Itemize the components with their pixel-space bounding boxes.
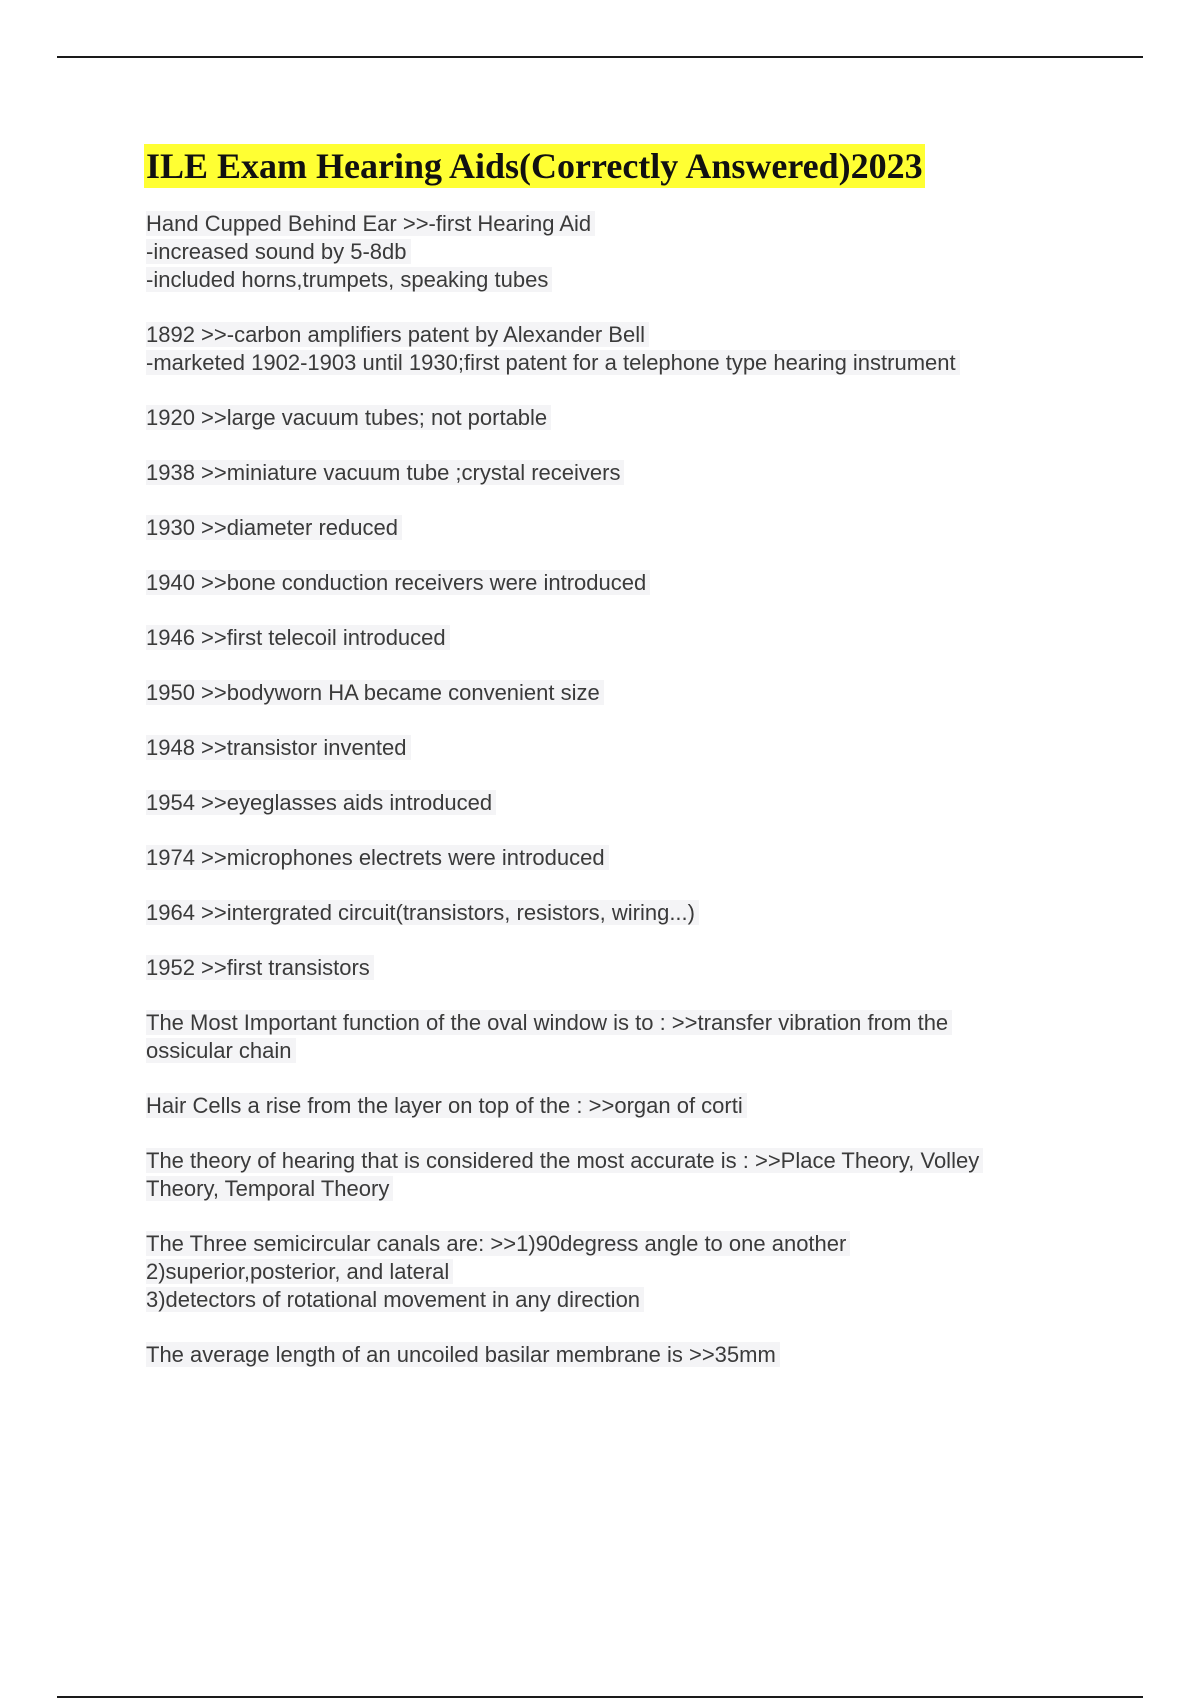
entry-text: ossicular chain bbox=[146, 1038, 296, 1063]
entry-line bbox=[146, 1258, 1106, 1286]
entry-text: 1892 >>-carbon amplifiers patent by Alexander Bell bbox=[146, 322, 649, 347]
entry-line bbox=[146, 899, 1106, 927]
qa-entry bbox=[146, 514, 1106, 542]
top-rule bbox=[57, 56, 1143, 58]
entry-line bbox=[146, 238, 1106, 266]
entry-text: The average length of an uncoiled basilar membrane is >>35mm bbox=[146, 1342, 780, 1367]
entry-text: Theory, Temporal Theory bbox=[146, 1176, 393, 1201]
entry-line bbox=[146, 1092, 1106, 1120]
qa-entry bbox=[146, 1147, 1106, 1203]
entry-line bbox=[146, 1147, 1106, 1175]
entry-text: -included horns,trumpets, speaking tubes bbox=[146, 267, 552, 292]
entry-text: 1948 >>transistor invented bbox=[146, 735, 411, 760]
entry-line bbox=[146, 404, 1106, 432]
entry-line bbox=[146, 789, 1106, 817]
entry-line bbox=[146, 679, 1106, 707]
entry-text: 3)detectors of rotational movement in any direction bbox=[146, 1287, 644, 1312]
qa-entry bbox=[146, 844, 1106, 872]
entry-text: 1950 >>bodyworn HA became convenient size bbox=[146, 680, 604, 705]
entry-line bbox=[146, 624, 1106, 652]
entry-line bbox=[146, 514, 1106, 542]
entry-line bbox=[146, 210, 1106, 238]
entry-text: 1952 >>first transistors bbox=[146, 955, 374, 980]
qa-entry bbox=[146, 899, 1106, 927]
qa-entry bbox=[146, 321, 1106, 377]
qa-entry bbox=[146, 1341, 1106, 1369]
entry-text: The theory of hearing that is considered the most accurate is : >>Place Theory, Volley bbox=[146, 1148, 983, 1173]
qa-entry bbox=[146, 679, 1106, 707]
entry-line bbox=[146, 1341, 1106, 1369]
entry-text: 1946 >>first telecoil introduced bbox=[146, 625, 450, 650]
entry-line bbox=[146, 459, 1106, 487]
entry-text: 1940 >>bone conduction receivers were introduced bbox=[146, 570, 650, 595]
qa-entry bbox=[146, 210, 1106, 294]
entry-list bbox=[146, 210, 1106, 1369]
qa-entry bbox=[146, 569, 1106, 597]
qa-entry bbox=[146, 734, 1106, 762]
entry-text: 1954 >>eyeglasses aids introduced bbox=[146, 790, 496, 815]
entry-text: 1964 >>intergrated circuit(transistors, resistors, wiring...) bbox=[146, 900, 699, 925]
entry-line bbox=[146, 734, 1106, 762]
qa-entry bbox=[146, 954, 1106, 982]
qa-entry bbox=[146, 789, 1106, 817]
entry-line bbox=[146, 321, 1106, 349]
entry-line bbox=[146, 1037, 1106, 1065]
entry-line bbox=[146, 954, 1106, 982]
qa-entry bbox=[146, 1009, 1106, 1065]
entry-text: -increased sound by 5-8db bbox=[146, 239, 411, 264]
entry-text: 1920 >>large vacuum tubes; not portable bbox=[146, 405, 551, 430]
entry-line bbox=[146, 266, 1106, 294]
entry-text: 1938 >>miniature vacuum tube ;crystal receivers bbox=[146, 460, 624, 485]
entry-line bbox=[146, 1230, 1106, 1258]
entry-line bbox=[146, 569, 1106, 597]
qa-entry bbox=[146, 1092, 1106, 1120]
entry-line bbox=[146, 349, 1106, 377]
entry-line bbox=[146, 844, 1106, 872]
entry-text: 1974 >>microphones electrets were introduced bbox=[146, 845, 609, 870]
entry-text: Hand Cupped Behind Ear >>-first Hearing Aid bbox=[146, 211, 595, 236]
entry-text: Hair Cells a rise from the layer on top of the : >>organ of corti bbox=[146, 1093, 747, 1118]
qa-entry bbox=[146, 404, 1106, 432]
bottom-rule bbox=[57, 1696, 1143, 1698]
entry-line bbox=[146, 1175, 1106, 1203]
entry-text: -marketed 1902-1903 until 1930;first patent for a telephone type hearing instrument bbox=[146, 350, 960, 375]
entry-text: The Most Important function of the oval window is to : >>transfer vibration from the bbox=[146, 1010, 952, 1035]
entry-text: 1930 >>diameter reduced bbox=[146, 515, 402, 540]
qa-entry bbox=[146, 1230, 1106, 1314]
entry-text: The Three semicircular canals are: >>1)90degress angle to one another bbox=[146, 1231, 850, 1256]
qa-entry bbox=[146, 624, 1106, 652]
document-title: ILE Exam Hearing Aids(Correctly Answered)2023 bbox=[146, 146, 923, 186]
document-body bbox=[146, 144, 1106, 1396]
qa-entry bbox=[146, 459, 1106, 487]
entry-line bbox=[146, 1009, 1106, 1037]
entry-line bbox=[146, 1286, 1106, 1314]
entry-text: 2)superior,posterior, and lateral bbox=[146, 1259, 453, 1284]
